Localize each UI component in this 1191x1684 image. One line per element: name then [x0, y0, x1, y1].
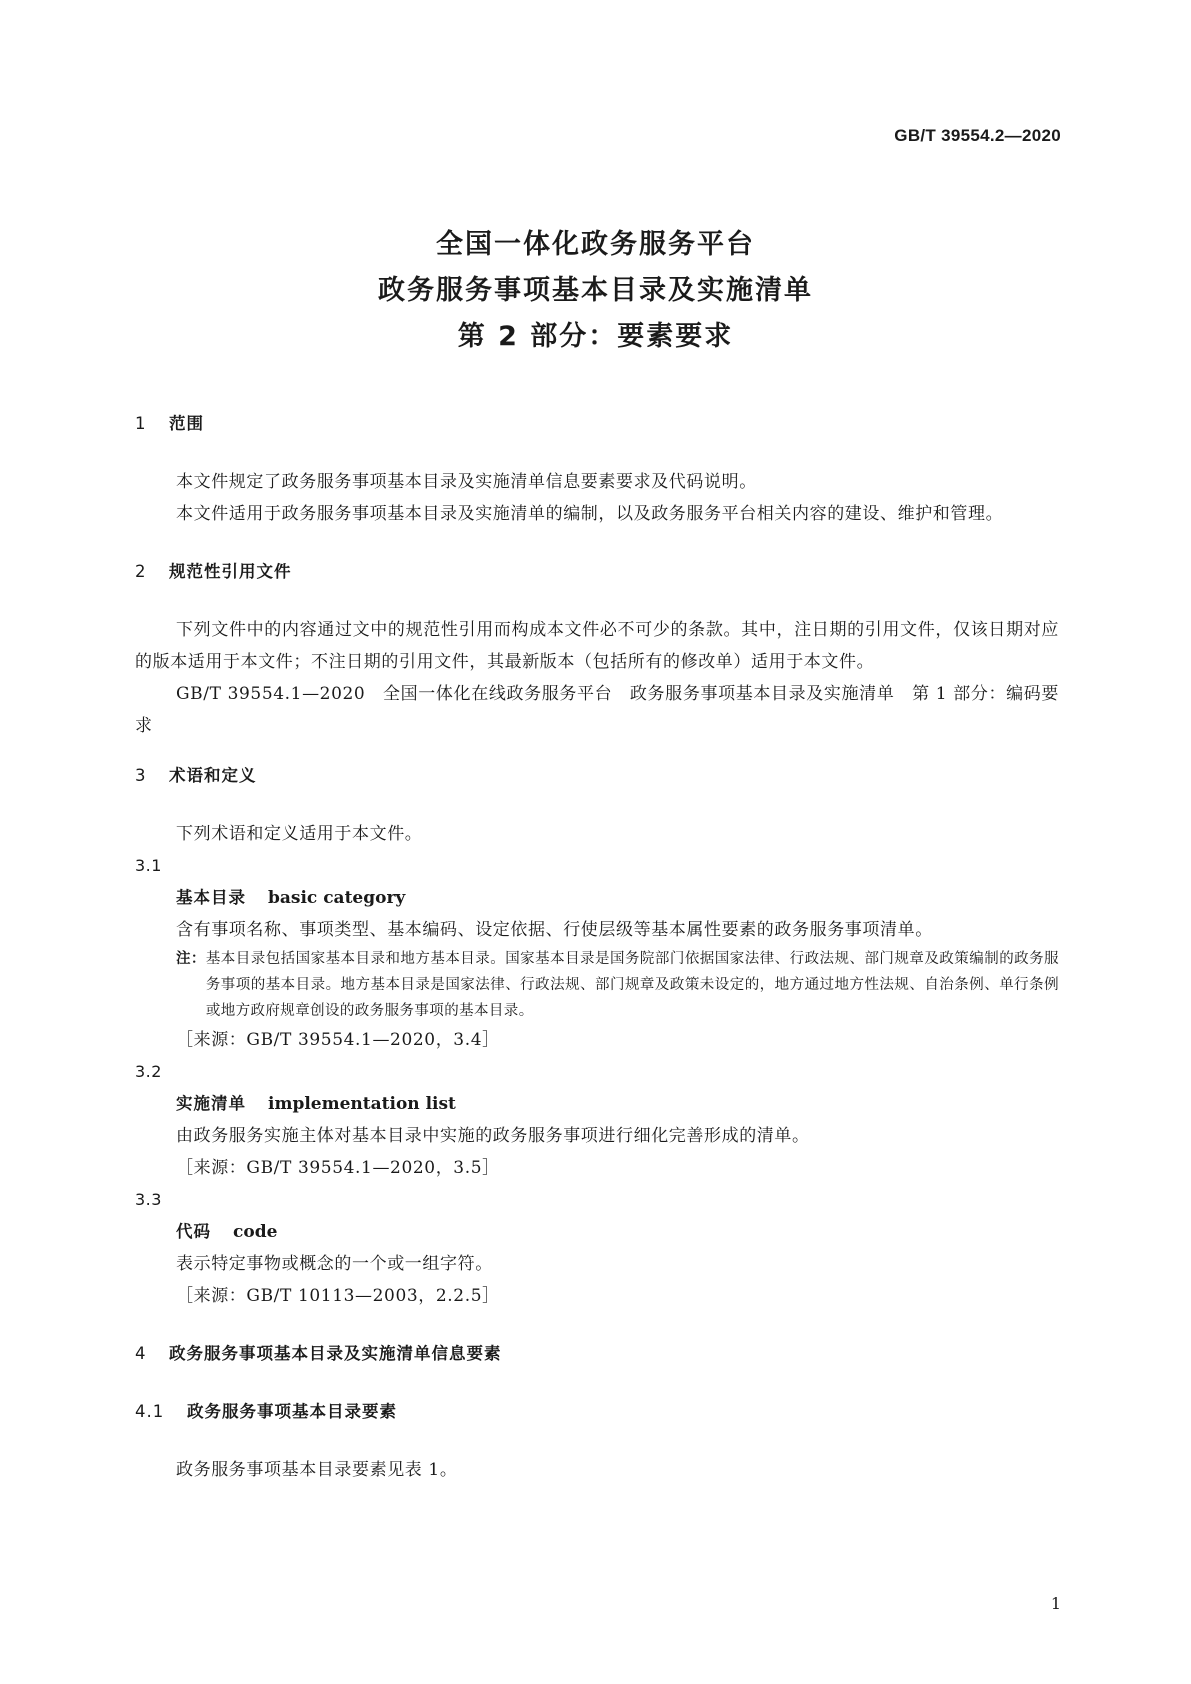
- term-3-1-zh: 基本目录: [176, 888, 246, 907]
- title-line-2: 政务服务事项基本目录及实施清单: [378, 275, 813, 306]
- term-3-1-heading: [135, 882, 1059, 914]
- section-1-paragraph-1: 本文件规定了政务服务事项基本目录及实施清单信息要素要求及代码说明。: [176, 472, 757, 492]
- term-3-1-note-label: 注：: [176, 951, 206, 967]
- term-3-3-en: code: [233, 1222, 278, 1242]
- term-3-3-definition: 表示特定事物或概念的一个或一组字符。: [176, 1254, 493, 1274]
- term-3-2-zh: 实施清单: [176, 1094, 246, 1113]
- document-body: [135, 408, 1059, 1486]
- term-3-3-heading: [135, 1216, 1059, 1248]
- term-3-1-source: ［来源：GB/T 39554.1—2020，3.4］: [176, 1030, 500, 1050]
- term-3-2-number: 3.2: [135, 1062, 162, 1081]
- section-3-number: 3: [135, 766, 147, 785]
- page-number: 1: [1050, 1594, 1061, 1613]
- standard-code: GB/T 39554.2—2020: [894, 126, 1061, 145]
- section-4-number: 4: [135, 1344, 147, 1363]
- term-3-1-en: basic category: [268, 888, 406, 908]
- section-2-paragraph-1: 下列文件中的内容通过文中的规范性引用而构成本文件必不可少的条款。其中，注日期的引用文件，仅该日期对应的版本适用于本文件；不注日期的引用文件，其最新版本（包括所有的修改单）适用于本文件。: [135, 620, 1059, 672]
- section-1-paragraph-2: 本文件适用于政务服务事项基本目录及实施清单的编制，以及政务服务平台相关内容的建设、维护和管理。: [176, 504, 1004, 524]
- normative-reference-1: GB/T 39554.1—2020 全国一体化在线政务服务平台 政务服务事项基本目录及实施清单 第 1 部分：编码要求: [135, 684, 1059, 736]
- term-3-1-note-text: 基本目录包括国家基本目录和地方基本目录。国家基本目录是国务院部门依据国家法律、行政法规、部门规章及政策编制的政务服务事项的基本目录。地方基本目录是国家法律、行政法规、部门规章及政策未设定的，地方通过地方性法规、自治条例、单行条例或地方政府规章创设的政务服务事项的基本目录。: [205, 951, 1059, 1019]
- section-4-title: 政务服务事项基本目录及实施清单信息要素: [169, 1344, 502, 1363]
- title-line-1: 全国一体化政务服务平台: [436, 229, 755, 260]
- term-3-2-heading: [135, 1088, 1059, 1120]
- term-3-2-en: implementation list: [268, 1094, 456, 1114]
- section-2-heading: [135, 556, 1059, 588]
- section-3-intro: 下列术语和定义适用于本文件。: [176, 824, 423, 844]
- section-1-heading: [135, 408, 1059, 440]
- term-3-1-number: 3.1: [135, 856, 162, 875]
- section-3-heading: [135, 760, 1059, 792]
- section-2-number: 2: [135, 562, 147, 581]
- section-2-title: 规范性引用文件: [169, 562, 292, 581]
- document-title: [0, 222, 1191, 360]
- section-4-1-heading: [135, 1396, 1059, 1428]
- section-4-heading: [135, 1338, 1059, 1370]
- term-3-3-source: ［来源：GB/T 10113—2003，2.2.5］: [176, 1286, 500, 1306]
- section-1-number: 1: [135, 414, 147, 433]
- section-4-1-paragraph-1: 政务服务事项基本目录要素见表 1。: [176, 1460, 458, 1480]
- section-4-1-number: 4.1: [135, 1402, 165, 1421]
- term-3-2-source: ［来源：GB/T 39554.1—2020，3.5］: [176, 1158, 500, 1178]
- term-3-3-number: 3.3: [135, 1190, 162, 1209]
- term-3-2-definition: 由政务服务实施主体对基本目录中实施的政务服务事项进行细化完善形成的清单。: [176, 1126, 810, 1146]
- section-1-title: 范围: [169, 414, 204, 433]
- section-4-1-title: 政务服务事项基本目录要素: [187, 1402, 397, 1421]
- section-3-title: 术语和定义: [169, 766, 257, 785]
- term-3-1-note: [135, 946, 1059, 1024]
- term-3-1-definition: 含有事项名称、事项类型、基本编码、设定依据、行使层级等基本属性要素的政务服务事项清单。: [176, 920, 933, 940]
- term-3-3-zh: 代码: [176, 1222, 211, 1241]
- title-line-3: 第 2 部分：要素要求: [457, 321, 734, 352]
